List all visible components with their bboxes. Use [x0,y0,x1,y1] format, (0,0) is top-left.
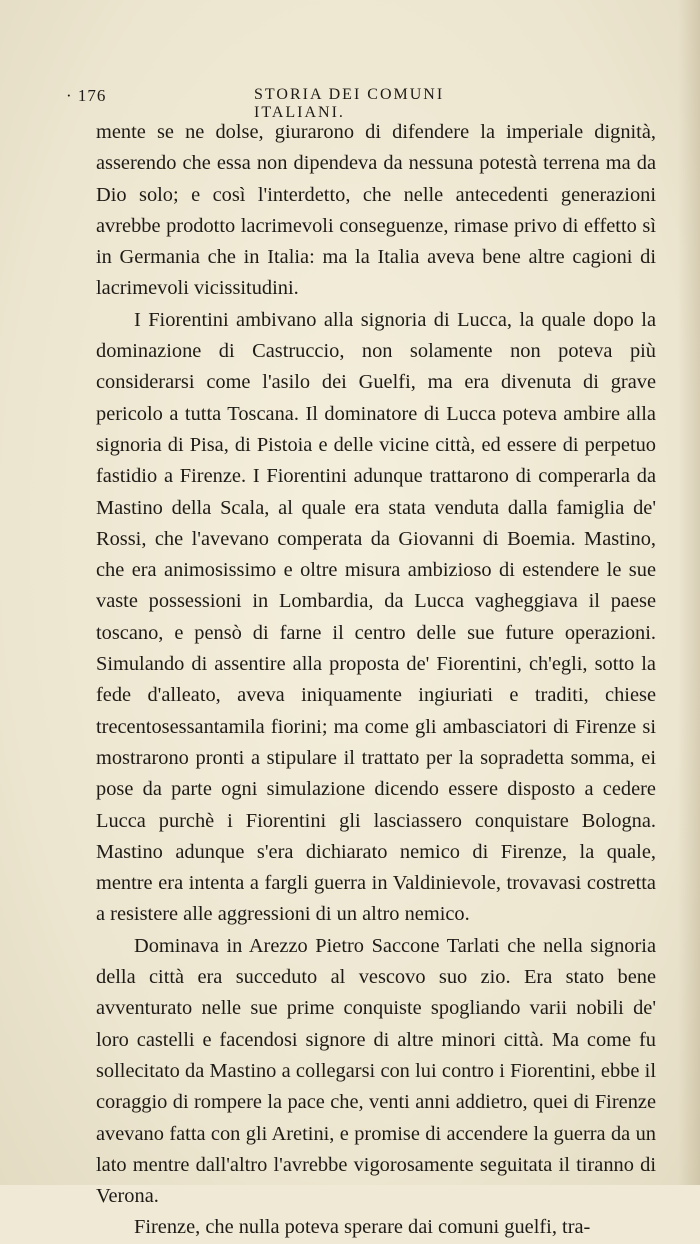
paragraph-firenze: Firenze, che nulla poteva sperare dai comuni guelfi, tra- [134,1216,591,1239]
page-header [66,86,526,121]
page-edge-shadow [678,0,700,1185]
body-text [96,117,656,1244]
paragraph-lucca: I Fiorentini ambivano alla signoria di Lucca, la quale dopo la dominazione di Castruccio, non solamente non poteva più considerarsi come l'asilo dei Guelfi, ma era divenuta di grave pericolo a tutta Toscana. Il dominatore di Lucca poteva ambire alla signoria di Pisa, di Pistoia e delle vicine città, ed essere di perpetuo fastidio a Firenze. I Fiorentini adunque trattarono di comperarla da Mastino della Scala, al quale era stata venduta dalla famiglia de' Rossi, che l'avevano comperata da Giovanni di Boemia. Mastino, che era animosissimo e oltre misura ambizioso di estendere le sue vaste possessioni in Lombardia, da Lucca vagheggiava il paese toscano, e pensò di farne il centro delle sue future operazioni. Simulando di assentire alla proposta de' Fiorentini, ch'egli, sotto la fede d'alleato, aveva iniquamente ingiuriati e traditi, chiese trecentosessantamila fiorini; ma come gli ambasciatori di Firenze si mostrarono pronti a stipulare il trattato per la sopradetta somma, ei pose da parte ogni simulazione dicendo essere disposto a cedere Lucca purchè i Fiorentini gli lasciassero conquistare Bologna. Mastino adunque s'era dichiarato nemico di Firenze, la quale, mentre era intenta a fargli guerra in Valdinievole, trovavasi costretta a resistere alle aggressioni di un altro nemico. [96,308,656,926]
paragraph-continuation: mente se ne dolse, giurarono di difendere la imperiale dignità, asserendo che essa non dipendeva da nessuna potestà terrena ma da Dio solo; e così l'interdetto, che nelle antecedenti generazioni avrebbe prodotto lacrimevoli conseguenze, rimase privo di effetto sì in Germania che in Italia: ma la Italia aveva bene altre cagioni di lacrimevoli vicissitudini. [96,121,656,300]
paragraph-arezzo: Dominava in Arezzo Pietro Saccone Tarlati che nella signoria della città era succeduto al vescovo suo zio. Era stato bene avventurato nelle sue prime conquiste spogliando varii nobili de' loro castelli e facendosi signore di altre minori città. Ma come fu sollecitato da Mastino a collegarsi con lui contro i Fiorentini, ebbe il coraggio di rompere la pace che, venti anni addietro, quei di Firenze avevano fatta con gli Aretini, e promise di accendere la guerra da un lato mentre dall'altro l'avrebbe vigorosamente seguitata il tiranno di Verona. [96,934,656,1208]
page-number: · 176 [66,86,107,105]
running-title: STORIA DEI COMUNI ITALIANI. [254,86,445,121]
